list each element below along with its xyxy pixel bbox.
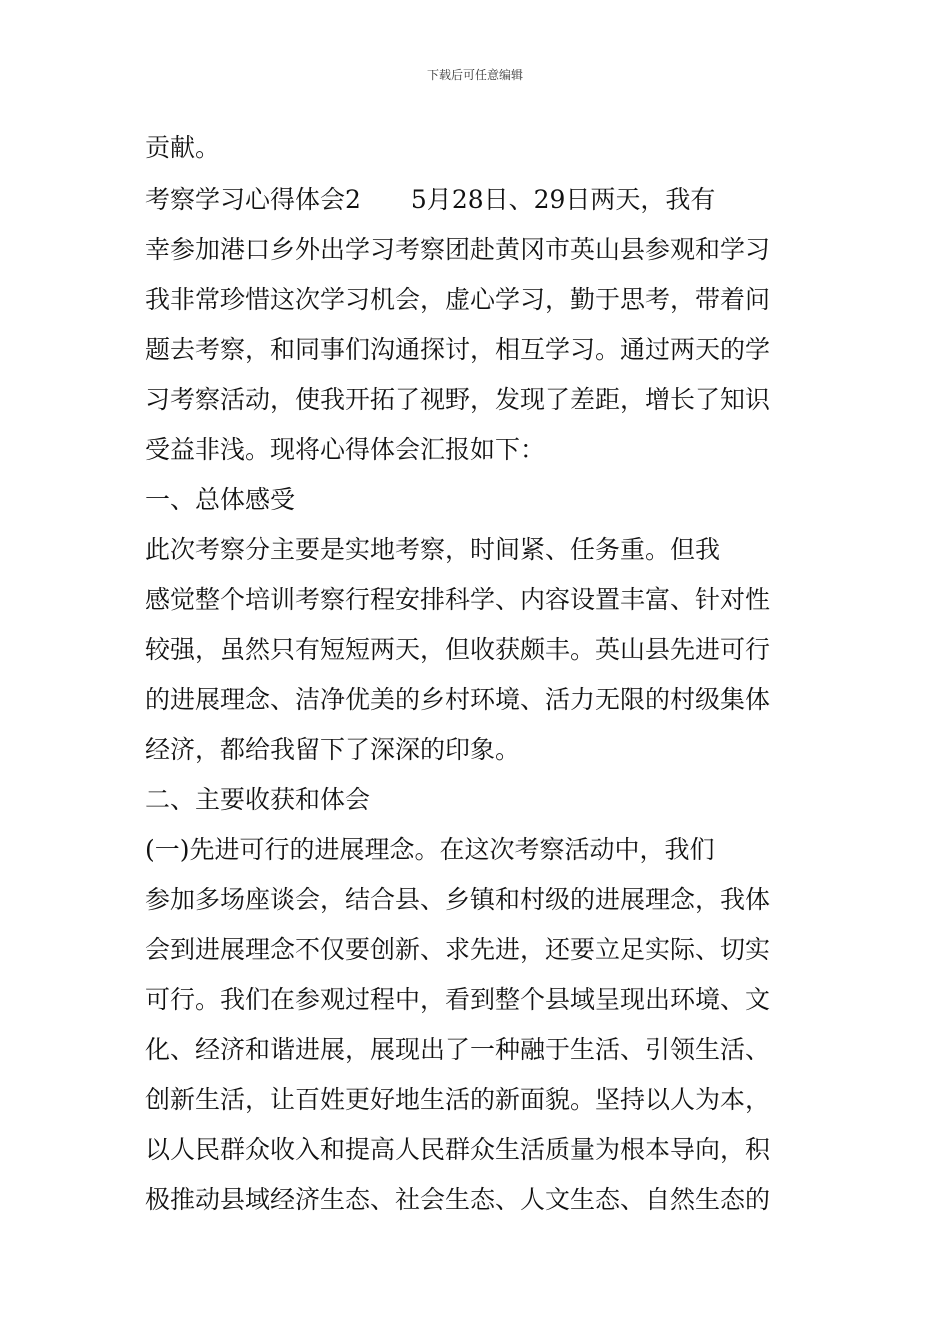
text-line: 创新生活，让百姓更好地生活的新面貌。坚持以人为本，	[145, 1085, 771, 1114]
text-line: 的进展理念、洁净优美的乡村环境、活力无限的村级集体	[145, 685, 771, 714]
text-line: 可行。我们在参观过程中，看到整个县域呈现出环境、文	[145, 985, 771, 1014]
section-heading: 一、总体感受	[145, 485, 296, 514]
text-line: 以人民群众收入和提高人民群众生活质量为根本导向，积	[145, 1135, 771, 1164]
text-line: 习考察活动，使我开拓了视野，发现了差距，增长了知识	[145, 385, 771, 414]
text-line: 较强，虽然只有短短两天，但收获颇丰。英山县先进可行	[145, 635, 771, 664]
text-line: 题去考察，和同事们沟通探讨，相互学习。通过两天的学	[145, 335, 771, 364]
text-line: 幸参加港口乡外出学习考察团赴黄冈市英山县参观和学习	[145, 235, 771, 264]
text-line: 化、经济和谐进展，展现出了一种融于生活、引领生活、	[145, 1035, 771, 1064]
section-heading: 二、主要收获和体会	[145, 785, 371, 814]
text-line: 感觉整个培训考察行程安排科学、内容设置丰富、针对性	[145, 585, 771, 614]
text-line: 会到进展理念不仅要创新、求先进，还要立足实际、切实	[145, 935, 771, 964]
text-line: 经济，都给我留下了深深的印象。	[145, 735, 521, 764]
text-line: 此次考察分主要是实地考察，时间紧、任务重。但我	[145, 535, 721, 564]
text-line: 我非常珍惜这次学习机会，虚心学习，勤于思考，带着问	[145, 285, 771, 314]
text-line: 考察学习心得体会2 5月28日、29日两天，我有	[145, 185, 716, 214]
text-line: 受益非浅。现将心得体会汇报如下：	[145, 435, 546, 464]
text-line: (一)先进可行的进展理念。在这次考察活动中，我们	[145, 835, 715, 864]
text-line: 极推动县域经济生态、社会生态、人文生态、自然生态的	[145, 1185, 771, 1214]
text-line: 贡献。	[145, 133, 221, 162]
text-line: 参加多场座谈会，结合县、乡镇和村级的进展理念，我体	[145, 885, 771, 914]
page-header: 下载后可任意编辑	[426, 68, 523, 82]
